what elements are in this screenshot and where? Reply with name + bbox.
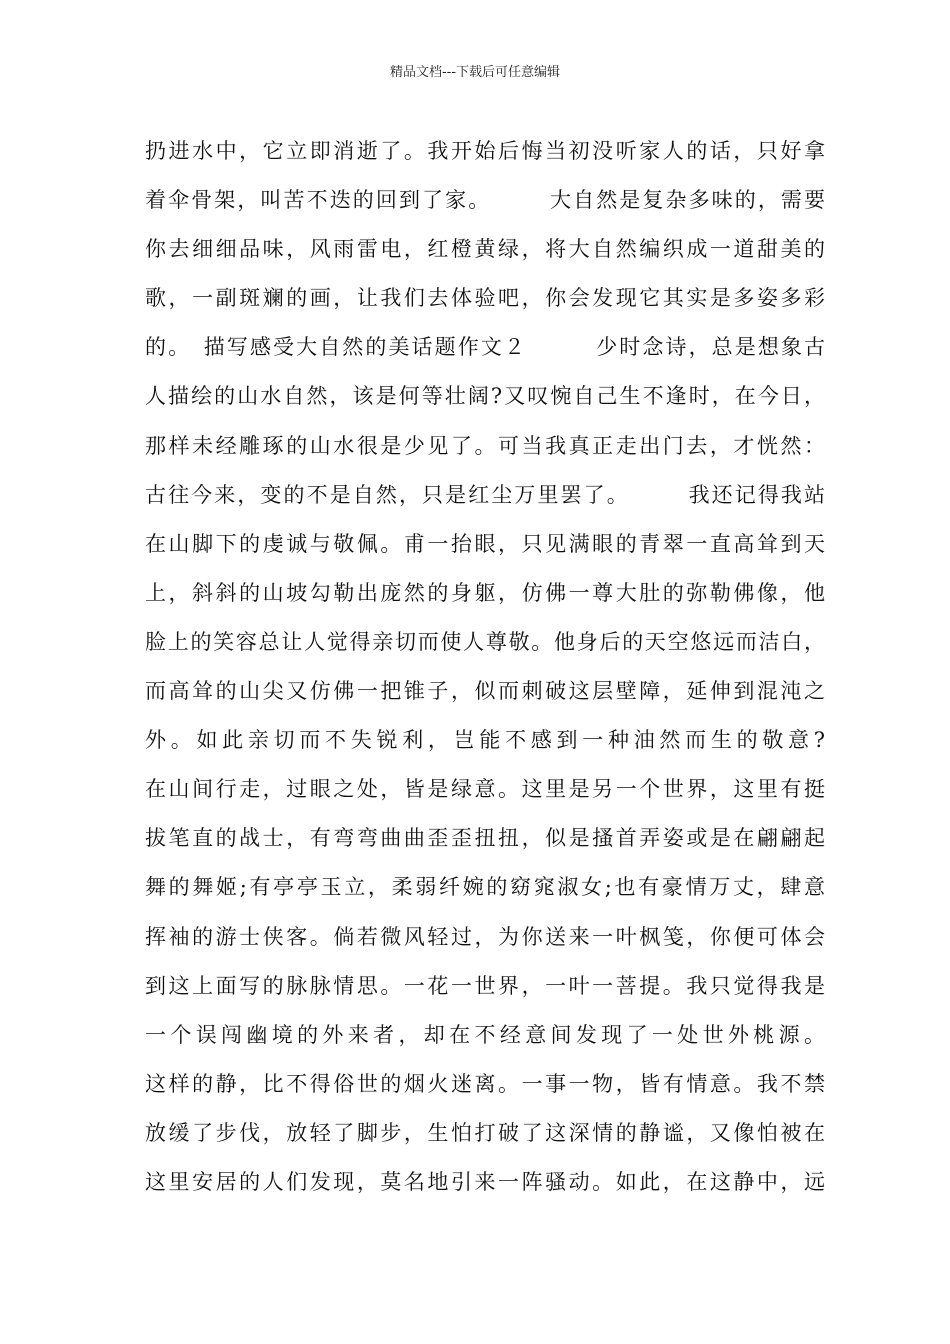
text-line: 的。 描写感受大自然的美话题作文２ 少时念诗，总是想象古	[145, 335, 825, 360]
text-line: 这样的静，比不得俗世的烟火迷离。一事一物，皆有情意。我不禁	[145, 1071, 825, 1096]
text-line: 放缓了步伐，放轻了脚步，生怕打破了这深情的静谧，又像怕被在	[145, 1120, 825, 1145]
text-line: 外。如此亲切而不失锐利，岂能不感到一种油然而生的敬意?	[145, 728, 825, 753]
text-line: 这里安居的人们发现，莫名地引来一阵骚动。如此，在这静中，远	[145, 1169, 825, 1194]
text-line: 一个误闯幽境的外来者，却在不经意间发现了一处世外桃源。	[145, 1022, 825, 1047]
body-text	[145, 127, 825, 1207]
text-line: 古往今来，变的不是自然，只是红尘万里罢了。 我还记得我站	[145, 482, 825, 507]
text-line: 上，斜斜的山坡勾勒出庞然的身躯，仿佛一尊大肚的弥勒佛像，他	[145, 580, 825, 605]
text-line: 挥袖的游士侠客。倘若微风轻过，为你送来一叶枫笺，你便可体会	[145, 924, 825, 949]
text-line: 着伞骨架，叫苦不迭的回到了家。 大自然是复杂多味的，需要	[145, 188, 825, 213]
text-line: 扔进水中，它立即消逝了。我开始后悔当初没听家人的话，只好拿	[145, 139, 825, 163]
text-line: 脸上的笑容总让人觉得亲切而使人尊敬。他身后的天空悠远而洁白，	[145, 629, 825, 654]
text-line: 舞的舞姬;有亭亭玉立，柔弱纤婉的窈窕淑女;也有豪情万丈，肆意	[145, 875, 825, 900]
text-line: 在山间行走，过眼之处，皆是绿意。这里是另一个世界，这里有挺	[145, 777, 825, 802]
text-line: 歌，一副斑斓的画，让我们去体验吧，你会发现它其实是多姿多彩	[145, 286, 825, 311]
text-line: 那样未经雕琢的山水很是少见了。可当我真正走出门去，才恍然：	[145, 433, 825, 458]
text-line: 到这上面写的脉脉情思。一花一世界，一叶一菩提。我只觉得我是	[145, 973, 825, 998]
text-line: 拔笔直的战士，有弯弯曲曲歪歪扭扭，似是搔首弄姿或是在翩翩起	[145, 826, 825, 851]
text-line: 人描绘的山水自然，该是何等壮阔?又叹惋自己生不逢时，在今日，	[145, 384, 825, 409]
page-header: 精品文档---下载后可任意编辑	[389, 65, 561, 80]
text-line: 你去细细品味，风雨雷电，红橙黄绿，将大自然编织成一道甜美的	[145, 237, 825, 262]
text-line: 而高耸的山尖又仿佛一把锥子，似而刺破这层壁障，延伸到混沌之	[145, 679, 825, 704]
text-line: 在山脚下的虔诚与敬佩。甫一抬眼，只见满眼的青翠一直高耸到天	[145, 531, 825, 556]
